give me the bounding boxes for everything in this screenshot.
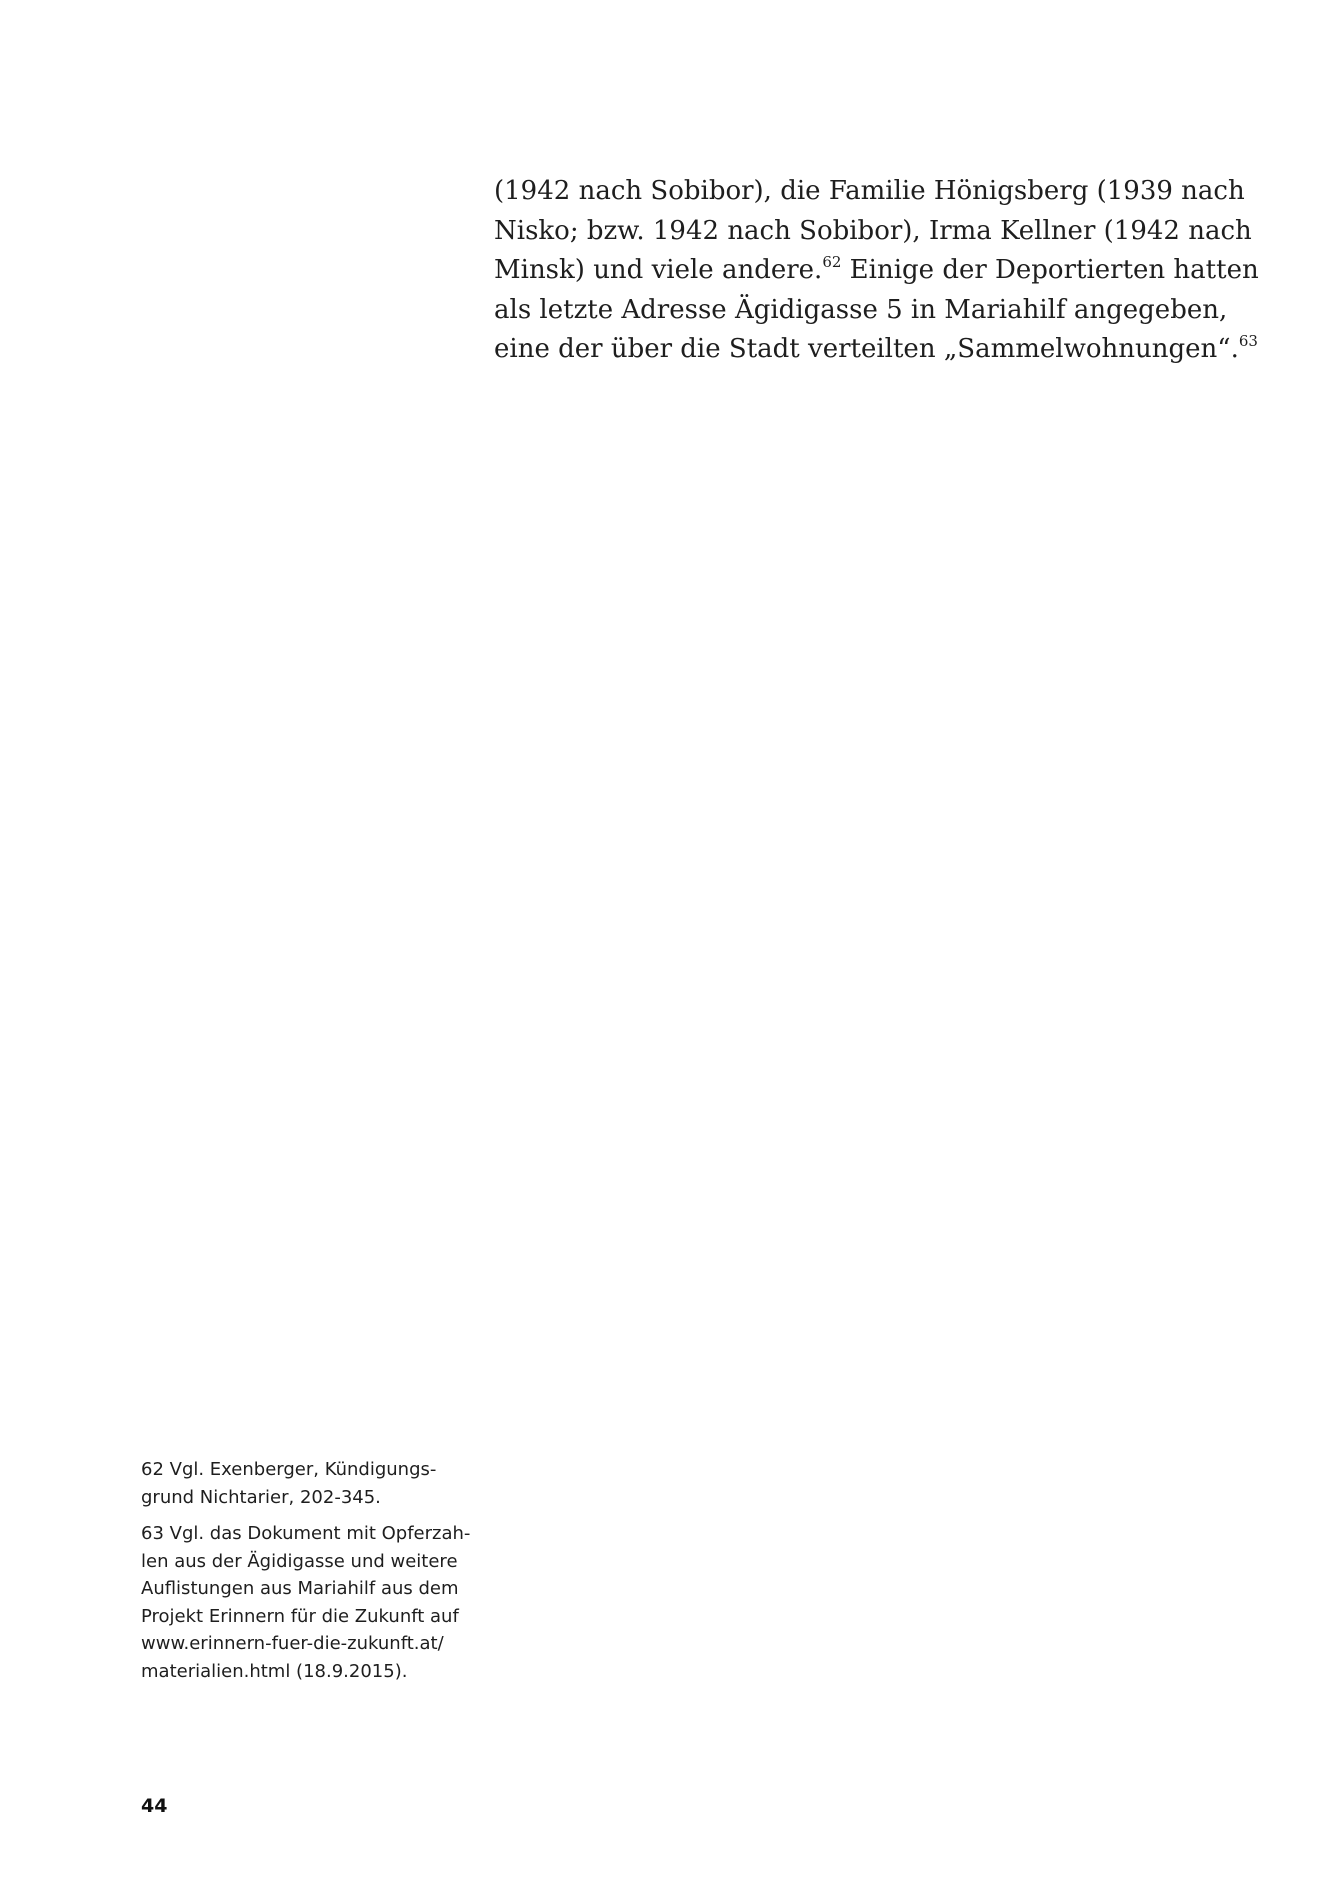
- footnote-line: grund Nichtarier, 202-345.: [141, 1486, 381, 1508]
- footnote-ref-63[interactable]: 63: [1238, 332, 1258, 350]
- footnote-63: [141, 1520, 481, 1685]
- footnote-line: Projekt Erinnern für die Zukunft auf: [141, 1605, 459, 1627]
- footnotes: [141, 1456, 481, 1694]
- page-number: 44: [141, 1795, 168, 1817]
- footnote-ref-62[interactable]: 62: [822, 253, 842, 271]
- footnote-url[interactable]: www.erinnern-fuer-die-zukunft.at/: [141, 1633, 444, 1654]
- paragraph-text: Einige der Deportierten hatten: [841, 255, 1259, 285]
- paragraph-line: [494, 330, 1258, 370]
- footnote-62: [141, 1456, 481, 1511]
- footnote-line: 62 Vgl. Exenberger, Kündigungs-: [141, 1459, 437, 1480]
- footnote-line: Auflistungen aus Mariahilf aus dem: [141, 1578, 459, 1599]
- footnote-line: materialien.html (18.9.2015).: [141, 1660, 408, 1682]
- footnote-line: len aus der Ägidigasse und weitere: [141, 1550, 458, 1572]
- paragraph-text: Minsk) und viele andere.: [494, 255, 823, 285]
- main-paragraph: [494, 172, 1259, 370]
- paragraph-line: als letzte Adresse Ägidigasse 5 in Mariahilf angegeben,: [494, 294, 1228, 325]
- paragraph-line: [494, 251, 1259, 291]
- footnote-line: 63 Vgl. das Dokument mit Opferzah-: [141, 1523, 471, 1544]
- paragraph-line: Nisko; bzw. 1942 nach Sobibor), Irma Kellner (1942 nach: [494, 215, 1252, 246]
- paragraph-line: (1942 nach Sobibor), die Familie Hönigsberg (1939 nach: [494, 176, 1245, 206]
- paragraph-text: eine der über die Stadt verteilten „Sammelwohnungen“.: [494, 334, 1239, 364]
